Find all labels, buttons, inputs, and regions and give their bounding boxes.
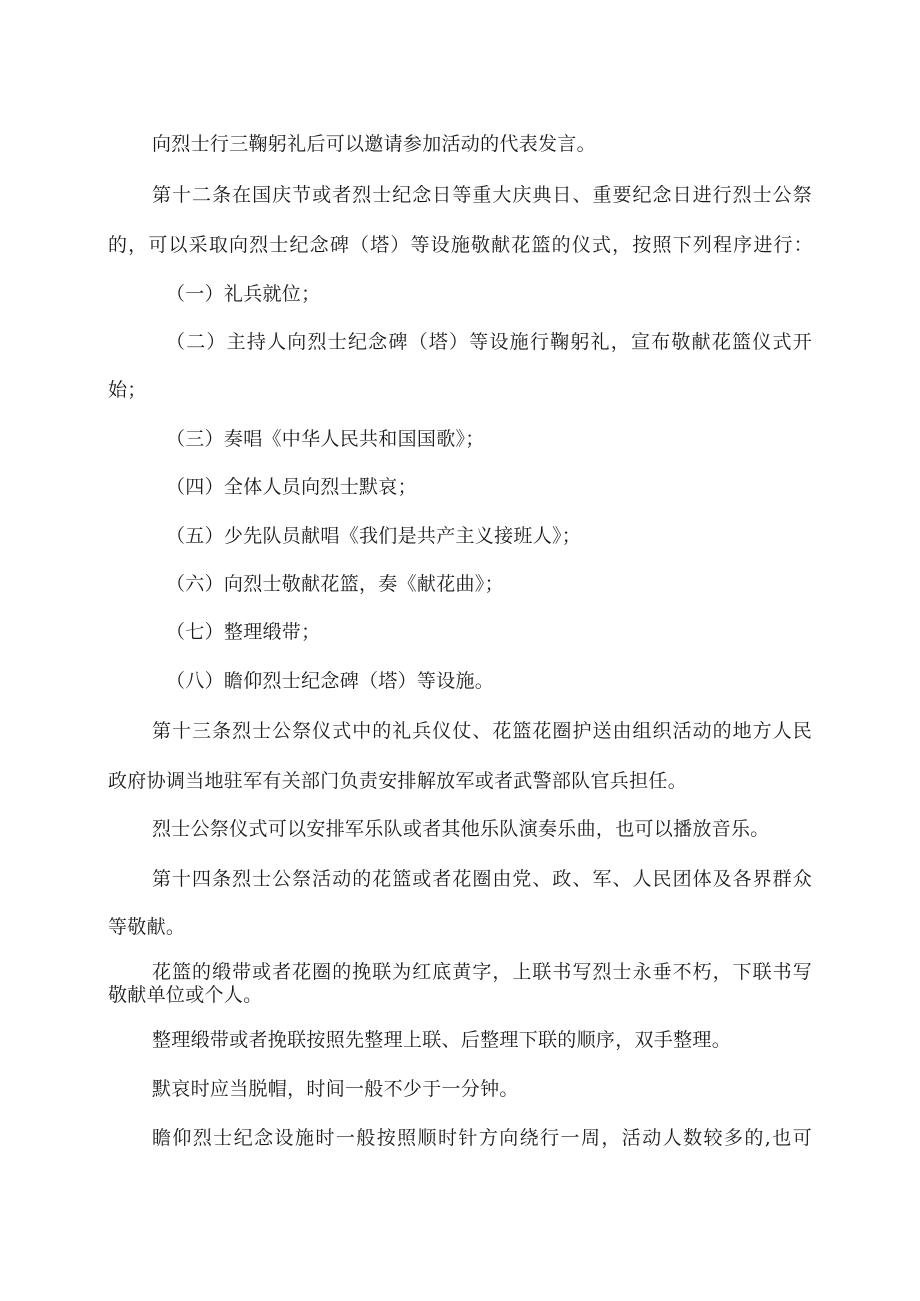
- list-item: （四）全体人员向烈士默哀；: [166, 476, 417, 498]
- list-item: （七）整理缎带；: [166, 621, 321, 643]
- paragraph-line: 默哀时应当脱帽，时间一般不少于一分钟。: [152, 1078, 519, 1100]
- paragraph-line: 敬献单位或个人。: [108, 984, 263, 1006]
- list-item: （一）礼兵就位；: [166, 283, 321, 305]
- paragraph-line: 政府协调当地驻军有关部门负责安排解放军或者武警部队官兵担任。: [108, 770, 688, 792]
- list-item: （六）向烈士敬献花篮，奏《献花曲》；: [166, 573, 504, 595]
- list-item: （五）少先队员献唱《我们是共产主义接班人》；: [166, 525, 582, 547]
- paragraph-line: 第十三条烈士公祭仪式中的礼兵仪仗、花篮花圈护送由组织活动的地方人民: [152, 720, 812, 742]
- paragraph-line: 整理缎带或者挽联按照先整理上联、后整理下联的顺序，双手整理。: [152, 1029, 732, 1051]
- paragraph-line: 烈士公祭仪式可以安排军乐队或者其他乐队演奏乐曲，也可以播放音乐。: [152, 818, 770, 840]
- paragraph-line: 第十四条烈士公祭活动的花篮或者花圈由党、政、军、人民团体及各界群众: [152, 868, 812, 890]
- paragraph-line: 瞻仰烈士纪念设施时一般按照顺时针方向绕行一周，活动人数较多的,也可: [152, 1127, 812, 1149]
- paragraph-line: 的，可以采取向烈士纪念碑（塔）等设施敬献花篮的仪式，按照下列程序进行：: [108, 234, 813, 256]
- list-item: （二）主持人向烈士纪念碑（塔）等设施行鞠躬礼，宣布敬献花篮仪式开: [166, 331, 812, 353]
- list-item: （八）瞻仰烈士纪念碑（塔）等设施。: [166, 670, 495, 692]
- list-item-continuation: 始；: [108, 379, 147, 401]
- paragraph-line: 向烈士行三鞠躬礼后可以邀请参加活动的代表发言。: [152, 133, 596, 155]
- paragraph-line: 花篮的缎带或者花圈的挽联为红底黄字，上联书写烈士永垂不朽，下联书写: [152, 961, 812, 983]
- list-item: （三）奏唱《中华人民共和国国歌》；: [166, 428, 485, 450]
- paragraph-line: 等敬献。: [108, 916, 186, 938]
- paragraph-line: 第十二条在国庆节或者烈士纪念日等重大庆典日、重要纪念日进行烈士公祭: [152, 184, 812, 206]
